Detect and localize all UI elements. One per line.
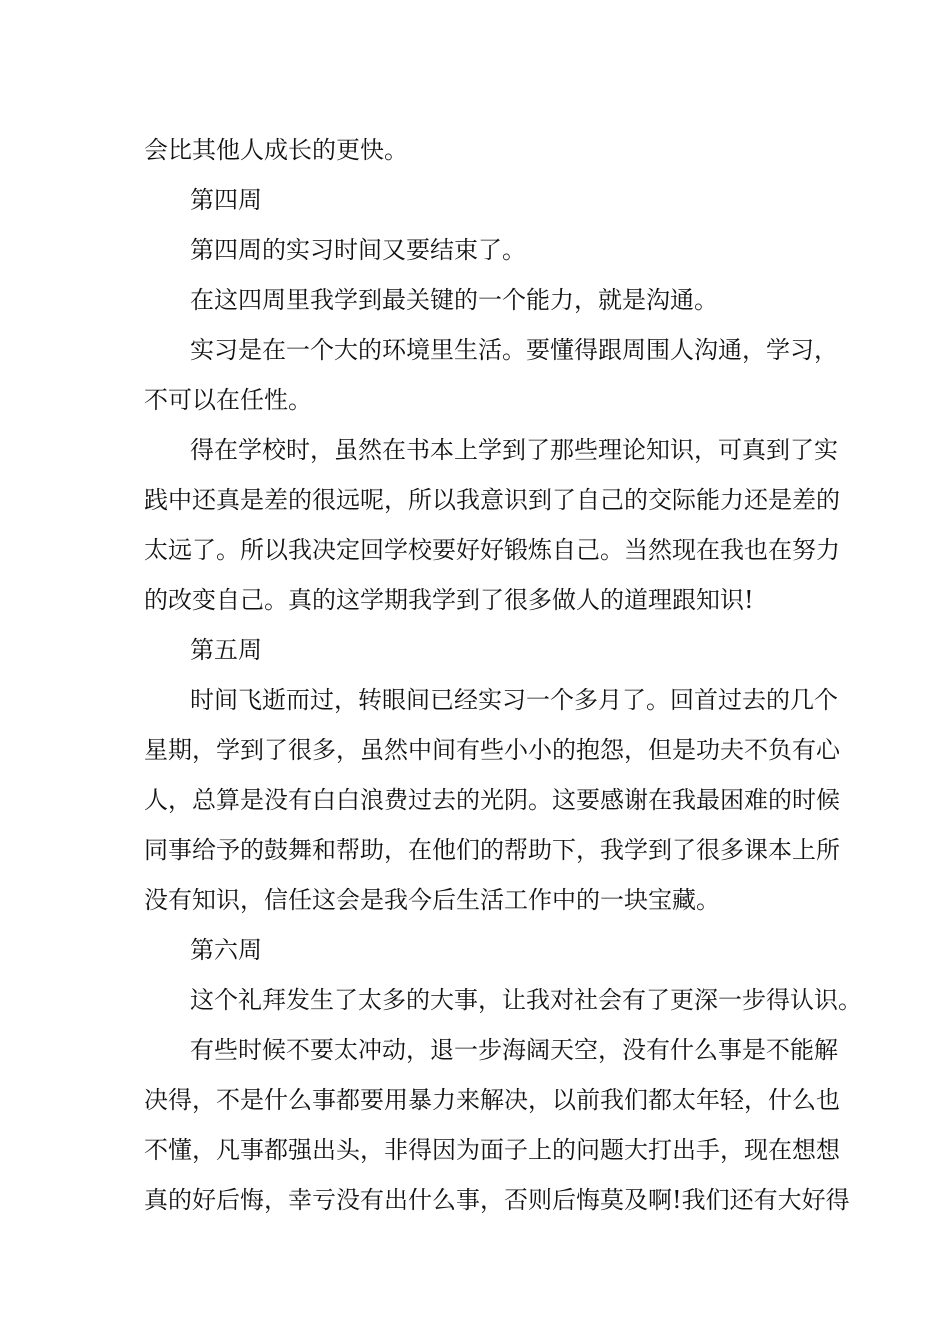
text-line: 星期，学到了很多，虽然中间有些小小的抱怨，但是功夫不负有心 bbox=[144, 736, 840, 764]
section-heading-week-5: 第五周 bbox=[190, 636, 262, 664]
text-line: 在这四周里我学到最关键的一个能力，就是沟通。 bbox=[190, 286, 718, 314]
text-line: 第四周的实习时间又要结束了。 bbox=[190, 236, 526, 264]
text-line: 这个礼拜发生了太多的大事，让我对社会有了更深一步得认识。 bbox=[190, 986, 862, 1014]
text-line: 时间飞逝而过，转眼间已经实习一个多月了。回首过去的几个 bbox=[190, 686, 838, 714]
text-line: 有些时候不要太冲动，退一步海阔天空，没有什么事是不能解 bbox=[190, 1036, 838, 1064]
text-line: 不可以在任性。 bbox=[144, 386, 312, 414]
text-line: 没有知识，信任这会是我今后生活工作中的一块宝藏。 bbox=[144, 886, 720, 914]
text-line: 决得，不是什么事都要用暴力来解决，以前我们都太年轻，什么也 bbox=[144, 1086, 840, 1114]
text-line: 践中还真是差的很远呢，所以我意识到了自己的交际能力还是差的 bbox=[144, 486, 840, 514]
text-line: 不懂，凡事都强出头，非得因为面子上的问题大打出手，现在想想 bbox=[144, 1136, 840, 1164]
text-line: 真的好后悔，幸亏没有出什么事，否则后悔莫及啊!我们还有大好得 bbox=[144, 1186, 850, 1214]
text-line: 会比其他人成长的更快。 bbox=[144, 136, 408, 164]
text-line: 同事给予的鼓舞和帮助，在他们的帮助下，我学到了很多课本上所 bbox=[144, 836, 840, 864]
section-heading-week-6: 第六周 bbox=[190, 936, 262, 964]
text-line: 得在学校时，虽然在书本上学到了那些理论知识，可真到了实 bbox=[190, 436, 838, 464]
section-heading-week-4: 第四周 bbox=[190, 186, 262, 214]
text-line: 的改变自己。真的这学期我学到了很多做人的道理跟知识! bbox=[144, 586, 754, 614]
text-line: 人，总算是没有白白浪费过去的光阴。这要感谢在我最困难的时候 bbox=[144, 786, 840, 814]
text-line: 太远了。所以我决定回学校要好好锻炼自己。当然现在我也在努力 bbox=[144, 536, 840, 564]
text-line: 实习是在一个大的环境里生活。要懂得跟周围人沟通，学习， bbox=[190, 336, 838, 364]
